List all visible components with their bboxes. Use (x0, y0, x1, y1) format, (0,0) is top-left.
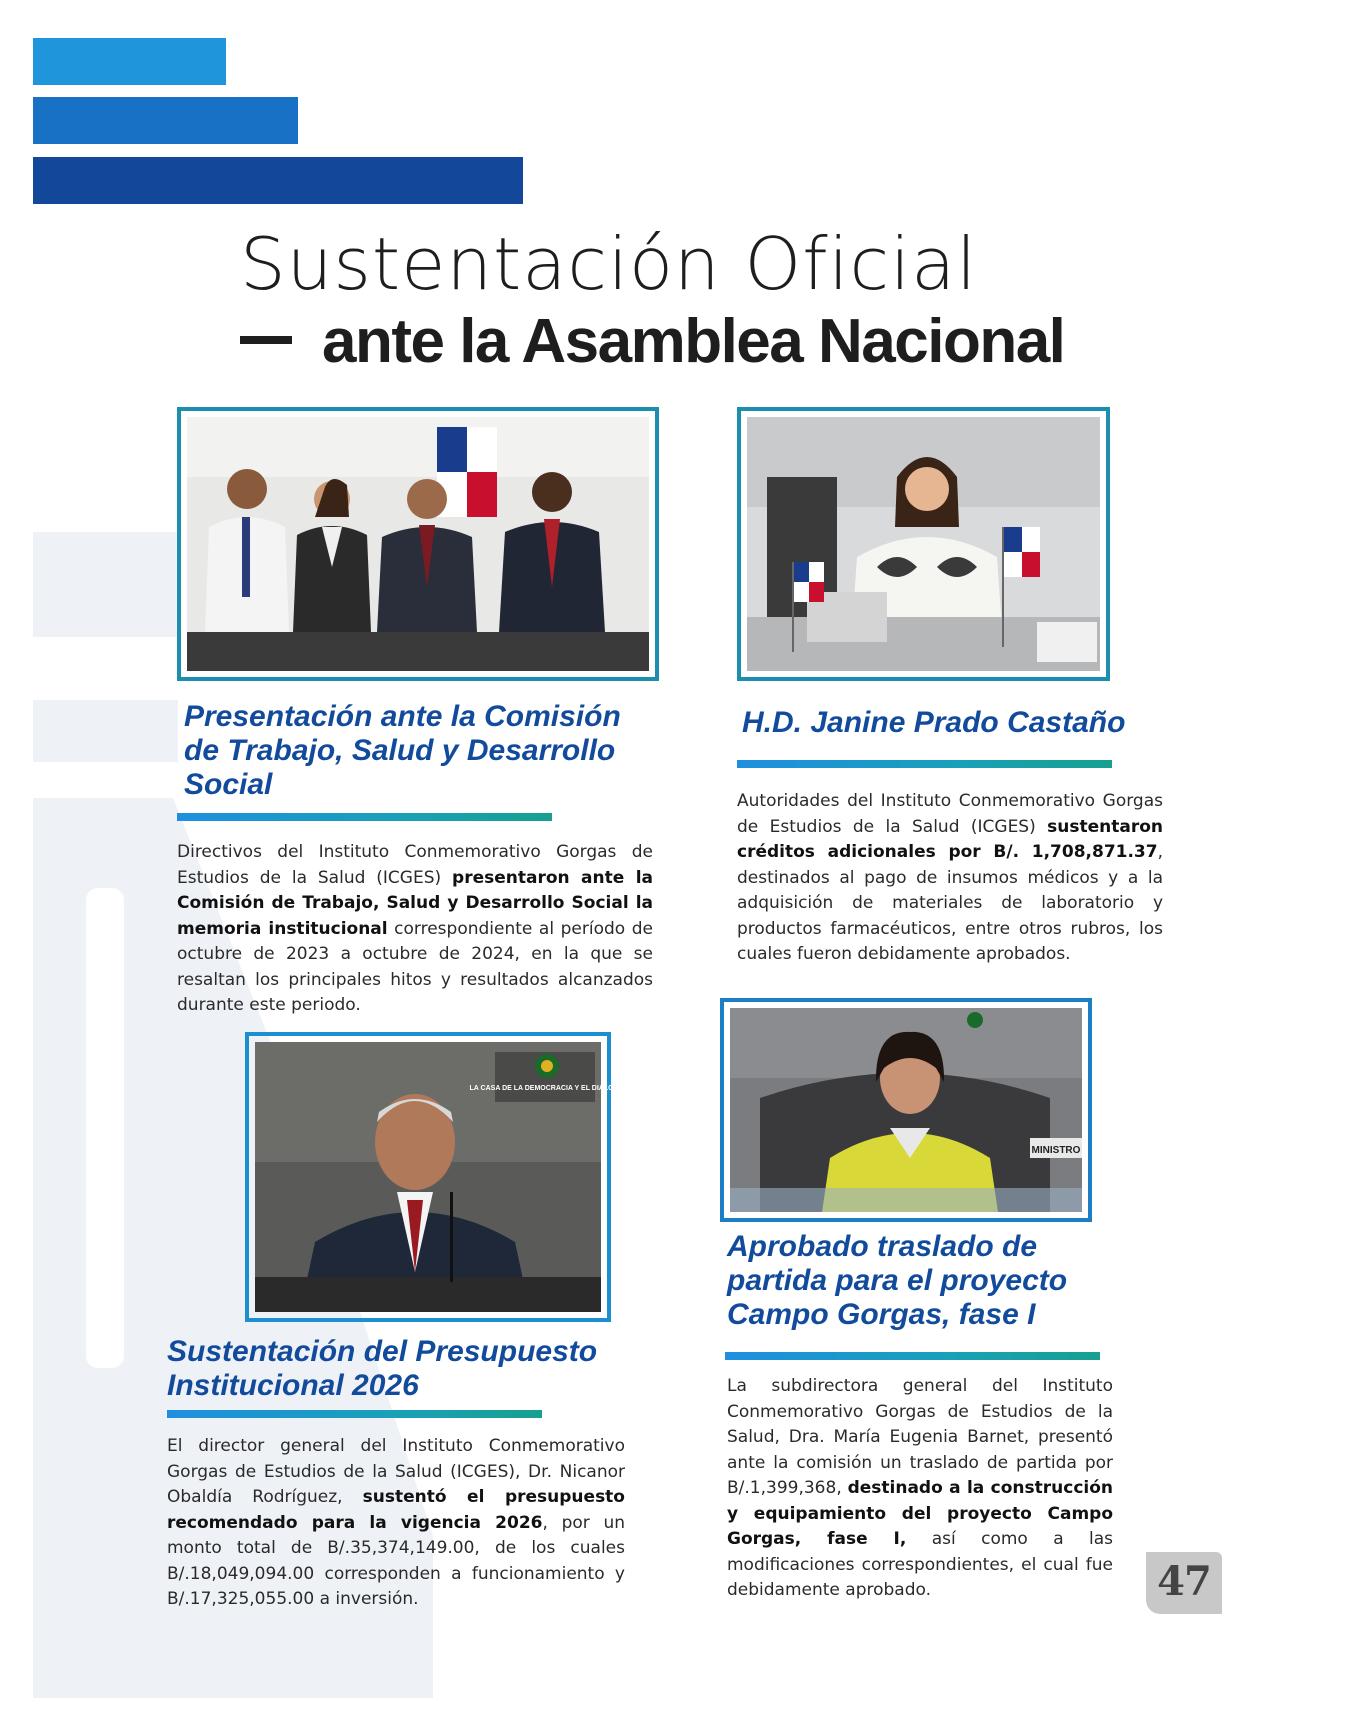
photo-caption: LA CASA DE LA DEMOCRACIA Y EL DIÁLOGO (469, 1085, 625, 1092)
section-heading: Presentación ante la Comisión de Trabajo, Salud y Desarrollo Social (184, 700, 621, 801)
page-subtitle-text: ante la Asamblea Nacional (322, 307, 1065, 376)
subdirector-photo (720, 998, 1092, 1222)
heading-underline (725, 1352, 1100, 1360)
subdirector-photo-icon (730, 1008, 1082, 1212)
page-number: 47 (1157, 1558, 1211, 1605)
section-heading: H.D. Janine Prado Castaño (742, 706, 1126, 739)
background-shape (33, 700, 178, 762)
body-text-bold: sustentaron créditos adicionales por B/. 1,708,871.37 (737, 816, 1163, 862)
heading-underline (167, 1410, 542, 1418)
section-heading: Sustentación del Presupuesto Institucional 2026 (167, 1335, 598, 1402)
body-text: El director general del Instituto Conmemorativo Gorgas de Estudios de la Salud (ICGES), Dr. Nicanor Obaldía Rodríguez, (167, 1436, 625, 1507)
body-text: , destinados al pago de insumos médicos y a la adquisición de materiales de laboratorio y productos farmacéuticos, entre otros rubros, los cuales fueron debidamente aprobados. (737, 842, 1163, 964)
section-body (177, 840, 653, 1019)
body-text: correspondiente al período de octubre de 2023 a octubre de 2024, en la que se resaltan los principales hitos y resultados alcanzados durante este periodo. (177, 918, 653, 1015)
body-text: Directivos del Instituto Conmemorativo Gorgas de Estudios de la Salud (ICGES) (177, 842, 653, 888)
body-text: , por un monto total de B/.35,374,149.00, de los cuales B/.18,049,094.00 corresponden a funcionamiento y B/.17,325,055.00 a inversión. (167, 1512, 625, 1609)
section-body (727, 1374, 1113, 1604)
background-shape (33, 532, 178, 637)
section-body (737, 789, 1163, 968)
header-bar-mid (33, 97, 298, 144)
page-subtitle (240, 306, 1064, 377)
body-text-bold: sustentó el presupuesto recomendado para la vigencia 2026 (167, 1487, 625, 1533)
header-bar-light (33, 38, 226, 85)
group-photo-icon (187, 417, 649, 671)
page-number-badge (1146, 1552, 1222, 1614)
director-photo-icon (255, 1042, 625, 1312)
page-title: Sustentación Oficial (240, 222, 978, 306)
speaker-photo-icon (747, 417, 1100, 671)
header-bar-dark (33, 157, 523, 204)
body-text: así como a las modificaciones correspondientes, el cual fue debidamente aprobado. (727, 1529, 1113, 1600)
body-text: La subdirectora general del Instituto Conmemorativo Gorgas de Estudios de la Salud, Dra. María Eugenia Barnet, presentó ante la comisión un traslado de partida por B/.1,399,368, (727, 1376, 1113, 1498)
body-text-bold: presentaron ante la Comisión de Trabajo, Salud y Desarrollo Social la memoria institucional (177, 867, 653, 939)
speaker-photo (737, 407, 1110, 681)
section-heading: Aprobado traslado de partida para el proyecto Campo Gorgas, fase I (727, 1230, 1068, 1331)
body-text: Autoridades del Instituto Conmemorativo Gorgas de Estudios de la Salud (ICGES) (737, 791, 1163, 837)
section-body (167, 1434, 625, 1613)
title-dash (240, 336, 292, 344)
heading-underline (177, 813, 552, 821)
group-photo (177, 407, 659, 681)
heading-underline (737, 760, 1112, 768)
background-pill (86, 888, 124, 1368)
director-photo (245, 1032, 625, 1322)
photo-caption: MINISTRO (1031, 1145, 1081, 1156)
body-text-bold: destinado a la construcción y equipamiento del proyecto Campo Gorgas, fase I, (727, 1478, 1113, 1549)
